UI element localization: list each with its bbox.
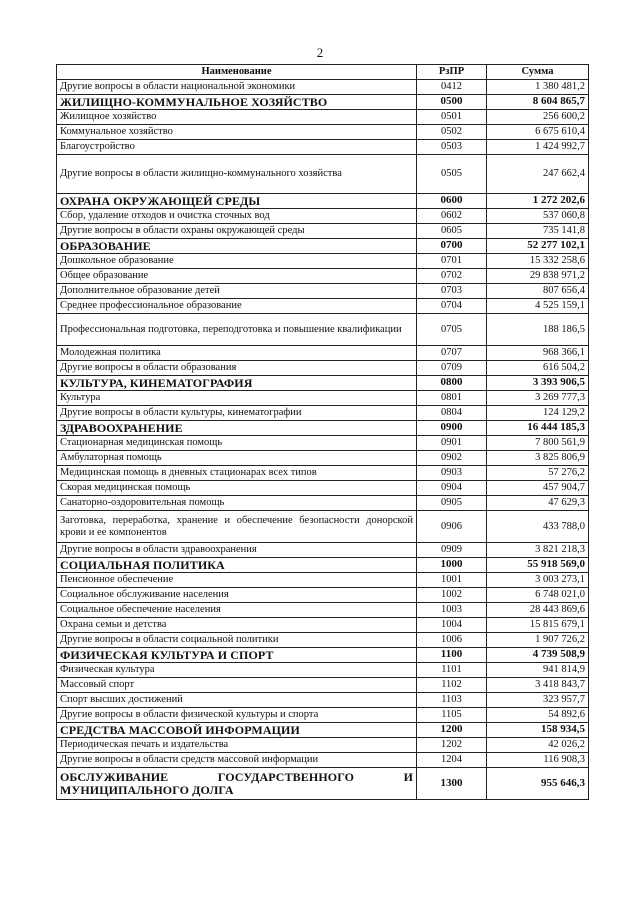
header-name: Наименование xyxy=(57,65,417,80)
table-row xyxy=(57,406,589,421)
table-row xyxy=(57,618,589,633)
row-name: Пенсионное обеспечение xyxy=(57,573,417,588)
row-name: Другие вопросы в области здравоохранения xyxy=(57,543,417,558)
row-code: 1100 xyxy=(417,648,487,663)
row-sum: 188 186,5 xyxy=(487,314,589,346)
table-row xyxy=(57,125,589,140)
row-code: 0904 xyxy=(417,481,487,496)
table-body xyxy=(57,80,589,800)
row-name: Жилищное хозяйство xyxy=(57,110,417,125)
row-code: 0505 xyxy=(417,155,487,194)
row-name: Среднее профессиональное образование xyxy=(57,299,417,314)
row-code: 0501 xyxy=(417,110,487,125)
table-row xyxy=(57,224,589,239)
table-row xyxy=(57,254,589,269)
row-sum: 42 026,2 xyxy=(487,738,589,753)
table-row xyxy=(57,496,589,511)
row-sum: 735 141,8 xyxy=(487,224,589,239)
table-header-row xyxy=(57,65,589,80)
row-sum: 247 662,4 xyxy=(487,155,589,194)
row-code: 0701 xyxy=(417,254,487,269)
row-name: ОХРАНА ОКРУЖАЮЩЕЙ СРЕДЫ xyxy=(57,194,417,209)
row-sum: 6 748 021,0 xyxy=(487,588,589,603)
row-name: Другие вопросы в области социальной политики xyxy=(57,633,417,648)
row-name: Заготовка, переработка, хранение и обеспечение безопасности донорской крови и ее компонентов xyxy=(57,511,417,543)
row-code: 1101 xyxy=(417,663,487,678)
row-code: 1105 xyxy=(417,708,487,723)
row-name: Благоустройство xyxy=(57,140,417,155)
table-row xyxy=(57,436,589,451)
section-row xyxy=(57,421,589,436)
page-number: 2 xyxy=(316,45,324,60)
row-code: 1003 xyxy=(417,603,487,618)
row-name: Коммунальное хозяйство xyxy=(57,125,417,140)
row-name: Другие вопросы в области национальной экономики xyxy=(57,80,417,95)
row-sum: 807 656,4 xyxy=(487,284,589,299)
row-code: 1006 xyxy=(417,633,487,648)
row-code: 0902 xyxy=(417,451,487,466)
row-code: 0412 xyxy=(417,80,487,95)
table-row xyxy=(57,269,589,284)
row-name: Скорая медицинская помощь xyxy=(57,481,417,496)
row-sum: 55 918 569,0 xyxy=(487,558,589,573)
table-row xyxy=(57,708,589,723)
row-sum: 1 424 992,7 xyxy=(487,140,589,155)
row-code: 1102 xyxy=(417,678,487,693)
table-row xyxy=(57,753,589,768)
budget-table xyxy=(56,64,589,800)
row-sum: 457 904,7 xyxy=(487,481,589,496)
row-code: 1200 xyxy=(417,723,487,738)
row-code: 0602 xyxy=(417,209,487,224)
row-sum: 52 277 102,1 xyxy=(487,239,589,254)
row-name: Другие вопросы в области жилищно-коммунального хозяйства xyxy=(57,155,417,194)
row-name: ЗДРАВООХРАНЕНИЕ xyxy=(57,421,417,436)
row-name: ОБРАЗОВАНИЕ xyxy=(57,239,417,254)
row-sum: 941 814,9 xyxy=(487,663,589,678)
table-row xyxy=(57,209,589,224)
section-row xyxy=(57,95,589,110)
row-sum: 8 604 865,7 xyxy=(487,95,589,110)
row-sum: 1 272 202,6 xyxy=(487,194,589,209)
table-row xyxy=(57,110,589,125)
row-name: ОБСЛУЖИВАНИЕ ГОСУДАРСТВЕННОГО И МУНИЦИПАЛЬНОГО ДОЛГА xyxy=(57,768,417,800)
section-row xyxy=(57,768,589,800)
row-code: 0909 xyxy=(417,543,487,558)
row-code: 1300 xyxy=(417,768,487,800)
row-name: ЖИЛИЩНО-КОММУНАЛЬНОЕ ХОЗЯЙСТВО xyxy=(57,95,417,110)
row-code: 1004 xyxy=(417,618,487,633)
row-sum: 3 825 806,9 xyxy=(487,451,589,466)
row-sum: 323 957,7 xyxy=(487,693,589,708)
row-name: Дошкольное образование xyxy=(57,254,417,269)
row-code: 0900 xyxy=(417,421,487,436)
section-row xyxy=(57,376,589,391)
row-code: 1202 xyxy=(417,738,487,753)
row-sum: 15 332 258,6 xyxy=(487,254,589,269)
row-name: КУЛЬТУРА, КИНЕМАТОГРАФИЯ xyxy=(57,376,417,391)
row-code: 1103 xyxy=(417,693,487,708)
row-sum: 968 366,1 xyxy=(487,346,589,361)
row-sum: 4 739 508,9 xyxy=(487,648,589,663)
row-sum: 57 276,2 xyxy=(487,466,589,481)
table-row xyxy=(57,511,589,543)
table-row xyxy=(57,693,589,708)
row-sum: 3 003 273,1 xyxy=(487,573,589,588)
row-sum: 616 504,2 xyxy=(487,361,589,376)
table-row xyxy=(57,155,589,194)
row-name: Охрана семьи и детства xyxy=(57,618,417,633)
row-name: Другие вопросы в области охраны окружающей среды xyxy=(57,224,417,239)
row-code: 0804 xyxy=(417,406,487,421)
section-row xyxy=(57,648,589,663)
table-row xyxy=(57,80,589,95)
row-code: 1002 xyxy=(417,588,487,603)
row-name: Дополнительное образование детей xyxy=(57,284,417,299)
row-code: 0502 xyxy=(417,125,487,140)
row-sum: 3 418 843,7 xyxy=(487,678,589,693)
row-sum: 3 269 777,3 xyxy=(487,391,589,406)
row-code: 0800 xyxy=(417,376,487,391)
table-row xyxy=(57,284,589,299)
row-name: СРЕДСТВА МАССОВОЙ ИНФОРМАЦИИ xyxy=(57,723,417,738)
row-code: 0905 xyxy=(417,496,487,511)
row-code: 0605 xyxy=(417,224,487,239)
row-name: Спорт высших достижений xyxy=(57,693,417,708)
table-row xyxy=(57,573,589,588)
row-name: Другие вопросы в области средств массовой информации xyxy=(57,753,417,768)
row-sum: 16 444 185,3 xyxy=(487,421,589,436)
table-row xyxy=(57,361,589,376)
row-code: 0700 xyxy=(417,239,487,254)
row-name: Молодежная политика xyxy=(57,346,417,361)
row-code: 1001 xyxy=(417,573,487,588)
row-sum: 54 892,6 xyxy=(487,708,589,723)
section-row xyxy=(57,194,589,209)
table-row xyxy=(57,663,589,678)
row-sum: 47 629,3 xyxy=(487,496,589,511)
row-sum: 4 525 159,1 xyxy=(487,299,589,314)
row-code: 0702 xyxy=(417,269,487,284)
row-code: 0707 xyxy=(417,346,487,361)
row-sum: 116 908,3 xyxy=(487,753,589,768)
row-sum: 6 675 610,4 xyxy=(487,125,589,140)
row-code: 0600 xyxy=(417,194,487,209)
table-row xyxy=(57,633,589,648)
row-name: Периодическая печать и издательства xyxy=(57,738,417,753)
row-name: Социальное обслуживание населения xyxy=(57,588,417,603)
table-row xyxy=(57,466,589,481)
table-row xyxy=(57,346,589,361)
row-sum: 955 646,3 xyxy=(487,768,589,800)
row-name: Массовый спорт xyxy=(57,678,417,693)
row-sum: 124 129,2 xyxy=(487,406,589,421)
table-row xyxy=(57,140,589,155)
table-row xyxy=(57,678,589,693)
table-row xyxy=(57,299,589,314)
row-code: 0901 xyxy=(417,436,487,451)
row-code: 0801 xyxy=(417,391,487,406)
row-sum: 433 788,0 xyxy=(487,511,589,543)
row-name: Стационарная медицинская помощь xyxy=(57,436,417,451)
table-row xyxy=(57,451,589,466)
row-sum: 3 821 218,3 xyxy=(487,543,589,558)
row-name: ФИЗИЧЕСКАЯ КУЛЬТУРА И СПОРТ xyxy=(57,648,417,663)
table-row xyxy=(57,391,589,406)
section-row xyxy=(57,239,589,254)
table-row xyxy=(57,738,589,753)
row-code: 0705 xyxy=(417,314,487,346)
row-name: Другие вопросы в области образования xyxy=(57,361,417,376)
table-row xyxy=(57,603,589,618)
row-name: Общее образование xyxy=(57,269,417,284)
row-name: Социальное обеспечение населения xyxy=(57,603,417,618)
row-code: 1000 xyxy=(417,558,487,573)
table-row xyxy=(57,588,589,603)
row-sum: 15 815 679,1 xyxy=(487,618,589,633)
row-name: СОЦИАЛЬНАЯ ПОЛИТИКА xyxy=(57,558,417,573)
row-sum: 158 934,5 xyxy=(487,723,589,738)
row-sum: 28 443 869,6 xyxy=(487,603,589,618)
row-sum: 3 393 906,5 xyxy=(487,376,589,391)
row-code: 0503 xyxy=(417,140,487,155)
header-code: РзПР xyxy=(417,65,487,80)
row-name: Амбулаторная помощь xyxy=(57,451,417,466)
row-code: 0500 xyxy=(417,95,487,110)
row-sum: 1 380 481,2 xyxy=(487,80,589,95)
row-code: 0903 xyxy=(417,466,487,481)
table-row xyxy=(57,543,589,558)
row-sum: 256 600,2 xyxy=(487,110,589,125)
row-name: Профессиональная подготовка, переподготовка и повышение квалификации xyxy=(57,314,417,346)
row-sum: 7 800 561,9 xyxy=(487,436,589,451)
row-code: 0709 xyxy=(417,361,487,376)
row-code: 0703 xyxy=(417,284,487,299)
row-sum: 537 060,8 xyxy=(487,209,589,224)
section-row xyxy=(57,558,589,573)
row-name: Медицинская помощь в дневных стационарах всех типов xyxy=(57,466,417,481)
table-row xyxy=(57,314,589,346)
row-code: 0906 xyxy=(417,511,487,543)
section-row xyxy=(57,723,589,738)
header-sum: Сумма xyxy=(487,65,589,80)
row-name: Сбор, удаление отходов и очистка сточных вод xyxy=(57,209,417,224)
row-name: Санаторно-оздоровительная помощь xyxy=(57,496,417,511)
table-row xyxy=(57,481,589,496)
row-code: 0704 xyxy=(417,299,487,314)
row-name: Другие вопросы в области физической культуры и спорта xyxy=(57,708,417,723)
row-sum: 29 838 971,2 xyxy=(487,269,589,284)
row-sum: 1 907 726,2 xyxy=(487,633,589,648)
row-code: 1204 xyxy=(417,753,487,768)
row-name: Физическая культура xyxy=(57,663,417,678)
row-name: Культура xyxy=(57,391,417,406)
row-name: Другие вопросы в области культуры, кинематографии xyxy=(57,406,417,421)
